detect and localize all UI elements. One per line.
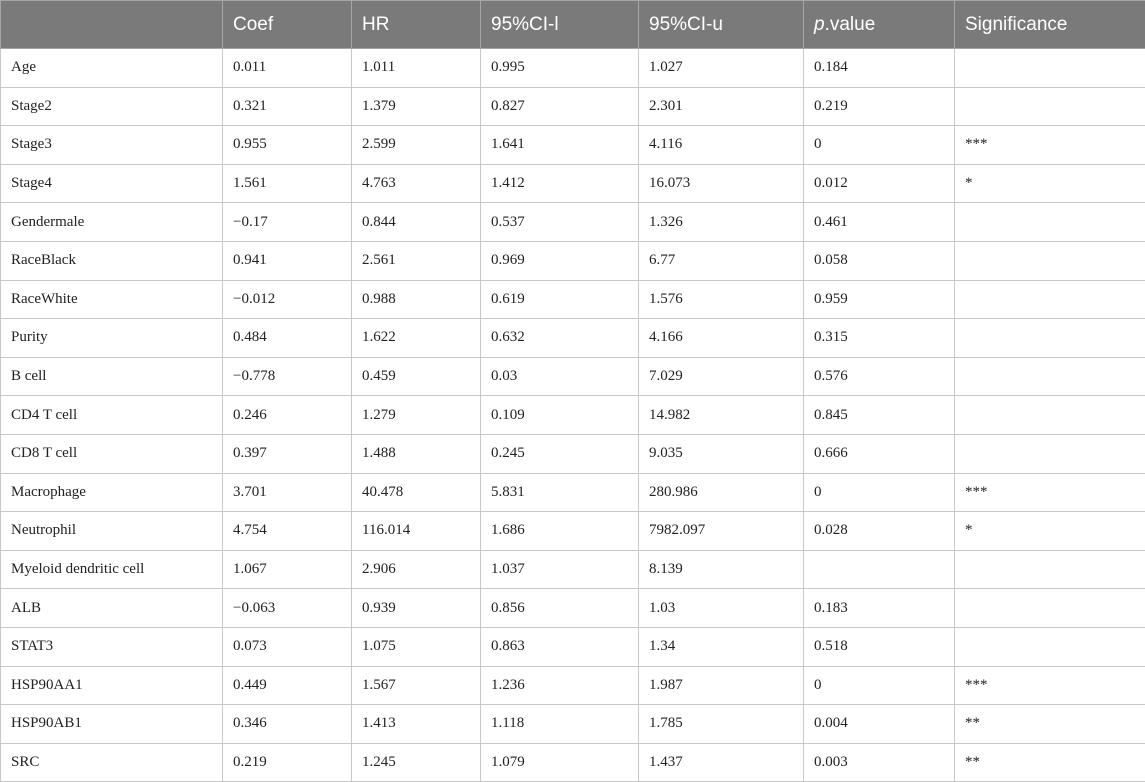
cell-significance [955, 357, 1145, 396]
cell-variable: Stage3 [1, 126, 223, 165]
cell-significance [955, 280, 1145, 319]
cell-significance [955, 627, 1145, 666]
table-row [1, 87, 1145, 126]
cell-significance [955, 203, 1145, 242]
cell-coef: 0.397 [223, 434, 352, 473]
header-cell-hr: HR [352, 1, 481, 49]
cell-pvalue: 0.461 [804, 203, 955, 242]
cell-ci-upper: 1.027 [639, 49, 804, 88]
cell-hr: 2.599 [352, 126, 481, 165]
cell-ci-lower: 0.856 [481, 589, 639, 628]
cell-ci-upper: 8.139 [639, 550, 804, 589]
cell-variable: SRC [1, 743, 223, 782]
cell-hr: 1.379 [352, 87, 481, 126]
cell-variable: RaceBlack [1, 241, 223, 280]
cell-ci-upper: 1.576 [639, 280, 804, 319]
table-row [1, 319, 1145, 358]
cell-significance [955, 550, 1145, 589]
cell-variable: B cell [1, 357, 223, 396]
cell-hr: 2.906 [352, 550, 481, 589]
table-row [1, 434, 1145, 473]
cell-hr: 0.459 [352, 357, 481, 396]
cell-variable: Stage2 [1, 87, 223, 126]
cell-coef: 0.246 [223, 396, 352, 435]
cell-ci-upper: 1.785 [639, 705, 804, 744]
cell-ci-upper: 280.986 [639, 473, 804, 512]
cell-ci-lower: 1.412 [481, 164, 639, 203]
header-cell-significance: Significance [955, 1, 1145, 49]
cell-variable: RaceWhite [1, 280, 223, 319]
table-row [1, 627, 1145, 666]
cell-pvalue: 0.183 [804, 589, 955, 628]
table-header [1, 1, 1145, 49]
cell-significance: *** [955, 473, 1145, 512]
table-row [1, 164, 1145, 203]
cell-hr: 2.561 [352, 241, 481, 280]
cell-significance [955, 87, 1145, 126]
pvalue-suffix: .value [825, 14, 876, 35]
cell-ci-lower: 0.632 [481, 319, 639, 358]
cell-ci-upper: 16.073 [639, 164, 804, 203]
cell-pvalue: 0.058 [804, 241, 955, 280]
table-row [1, 241, 1145, 280]
cell-ci-lower: 1.118 [481, 705, 639, 744]
cell-ci-lower: 1.641 [481, 126, 639, 165]
cell-coef: 0.219 [223, 743, 352, 782]
cell-hr: 1.567 [352, 666, 481, 705]
table-row [1, 705, 1145, 744]
cell-hr: 1.622 [352, 319, 481, 358]
cell-variable: Gendermale [1, 203, 223, 242]
cell-ci-lower: 0.537 [481, 203, 639, 242]
cell-ci-lower: 5.831 [481, 473, 639, 512]
cell-ci-lower: 0.245 [481, 434, 639, 473]
cell-pvalue: 0.219 [804, 87, 955, 126]
cell-variable: HSP90AB1 [1, 705, 223, 744]
cell-significance: ** [955, 705, 1145, 744]
table-row [1, 280, 1145, 319]
cell-variable: ALB [1, 589, 223, 628]
cell-significance [955, 49, 1145, 88]
cell-variable: Macrophage [1, 473, 223, 512]
cell-ci-upper: 1.326 [639, 203, 804, 242]
cell-hr: 40.478 [352, 473, 481, 512]
cell-significance: *** [955, 666, 1145, 705]
cell-significance [955, 319, 1145, 358]
cell-ci-upper: 1.03 [639, 589, 804, 628]
cell-pvalue [804, 550, 955, 589]
cell-coef: 3.701 [223, 473, 352, 512]
cell-ci-upper: 4.166 [639, 319, 804, 358]
cell-coef: −0.17 [223, 203, 352, 242]
cell-pvalue: 0 [804, 126, 955, 165]
cell-hr: 0.939 [352, 589, 481, 628]
cell-hr: 1.488 [352, 434, 481, 473]
cell-significance [955, 589, 1145, 628]
table-row [1, 357, 1145, 396]
pvalue-italic-p: p [814, 14, 825, 35]
header-cell-coef: Coef [223, 1, 352, 49]
cell-ci-upper: 9.035 [639, 434, 804, 473]
header-cell-ci-upper: 95%CI-u [639, 1, 804, 49]
table-row [1, 126, 1145, 165]
cell-ci-lower: 0.109 [481, 396, 639, 435]
cell-significance: * [955, 164, 1145, 203]
cell-ci-upper: 7.029 [639, 357, 804, 396]
cell-ci-upper: 2.301 [639, 87, 804, 126]
cell-pvalue: 0.012 [804, 164, 955, 203]
cell-pvalue: 0.315 [804, 319, 955, 358]
table-row [1, 49, 1145, 88]
cell-pvalue: 0.666 [804, 434, 955, 473]
cell-ci-lower: 1.079 [481, 743, 639, 782]
cell-hr: 1.245 [352, 743, 481, 782]
table-row [1, 550, 1145, 589]
cell-variable: Neutrophil [1, 512, 223, 551]
cell-coef: 0.321 [223, 87, 352, 126]
cell-coef: −0.063 [223, 589, 352, 628]
table-row [1, 203, 1145, 242]
cell-significance [955, 396, 1145, 435]
cell-pvalue: 0 [804, 473, 955, 512]
cell-ci-upper: 4.116 [639, 126, 804, 165]
cell-coef: 0.484 [223, 319, 352, 358]
cell-significance: ** [955, 743, 1145, 782]
cell-variable: Age [1, 49, 223, 88]
cell-coef: 0.449 [223, 666, 352, 705]
cell-coef: −0.012 [223, 280, 352, 319]
header-cell-ci-lower: 95%CI-l [481, 1, 639, 49]
cell-coef: 0.941 [223, 241, 352, 280]
cell-coef: −0.778 [223, 357, 352, 396]
cell-coef: 0.073 [223, 627, 352, 666]
cell-hr: 1.075 [352, 627, 481, 666]
cell-hr: 1.413 [352, 705, 481, 744]
cell-ci-upper: 6.77 [639, 241, 804, 280]
cell-pvalue: 0.518 [804, 627, 955, 666]
cell-hr: 116.014 [352, 512, 481, 551]
cell-hr: 4.763 [352, 164, 481, 203]
cell-variable: Myeloid dendritic cell [1, 550, 223, 589]
cell-pvalue: 0 [804, 666, 955, 705]
cell-ci-lower: 1.236 [481, 666, 639, 705]
cell-significance: *** [955, 126, 1145, 165]
header-cell-variable [1, 1, 223, 49]
cell-coef: 1.561 [223, 164, 352, 203]
table-row [1, 666, 1145, 705]
cell-significance [955, 241, 1145, 280]
cell-significance [955, 434, 1145, 473]
table-body [1, 49, 1145, 782]
cell-pvalue: 0.576 [804, 357, 955, 396]
cell-pvalue: 0.959 [804, 280, 955, 319]
cell-hr: 1.279 [352, 396, 481, 435]
cell-coef: 1.067 [223, 550, 352, 589]
cell-hr: 0.844 [352, 203, 481, 242]
cell-ci-lower: 1.686 [481, 512, 639, 551]
cell-coef: 0.955 [223, 126, 352, 165]
cell-significance: * [955, 512, 1145, 551]
cell-ci-upper: 7982.097 [639, 512, 804, 551]
cell-pvalue: 0.184 [804, 49, 955, 88]
header-row [1, 1, 1145, 49]
cell-coef: 4.754 [223, 512, 352, 551]
cell-pvalue: 0.003 [804, 743, 955, 782]
cell-ci-lower: 0.995 [481, 49, 639, 88]
cell-ci-upper: 14.982 [639, 396, 804, 435]
table-row [1, 396, 1145, 435]
table-row [1, 473, 1145, 512]
header-cell-pvalue [804, 1, 955, 49]
cell-variable: HSP90AA1 [1, 666, 223, 705]
cell-coef: 0.346 [223, 705, 352, 744]
cell-hr: 0.988 [352, 280, 481, 319]
cell-coef: 0.011 [223, 49, 352, 88]
cell-ci-lower: 0.827 [481, 87, 639, 126]
cell-variable: Purity [1, 319, 223, 358]
cell-pvalue: 0.004 [804, 705, 955, 744]
cell-ci-upper: 1.34 [639, 627, 804, 666]
cell-variable: Stage4 [1, 164, 223, 203]
cell-ci-lower: 0.863 [481, 627, 639, 666]
cell-ci-lower: 0.969 [481, 241, 639, 280]
cell-variable: CD8 T cell [1, 434, 223, 473]
cell-variable: STAT3 [1, 627, 223, 666]
cell-variable: CD4 T cell [1, 396, 223, 435]
cell-ci-lower: 1.037 [481, 550, 639, 589]
cell-pvalue: 0.845 [804, 396, 955, 435]
cell-ci-upper: 1.437 [639, 743, 804, 782]
table-row [1, 512, 1145, 551]
table-row [1, 743, 1145, 782]
cell-ci-lower: 0.619 [481, 280, 639, 319]
table-row [1, 589, 1145, 628]
cell-pvalue: 0.028 [804, 512, 955, 551]
cell-hr: 1.011 [352, 49, 481, 88]
cell-ci-lower: 0.03 [481, 357, 639, 396]
cell-ci-upper: 1.987 [639, 666, 804, 705]
